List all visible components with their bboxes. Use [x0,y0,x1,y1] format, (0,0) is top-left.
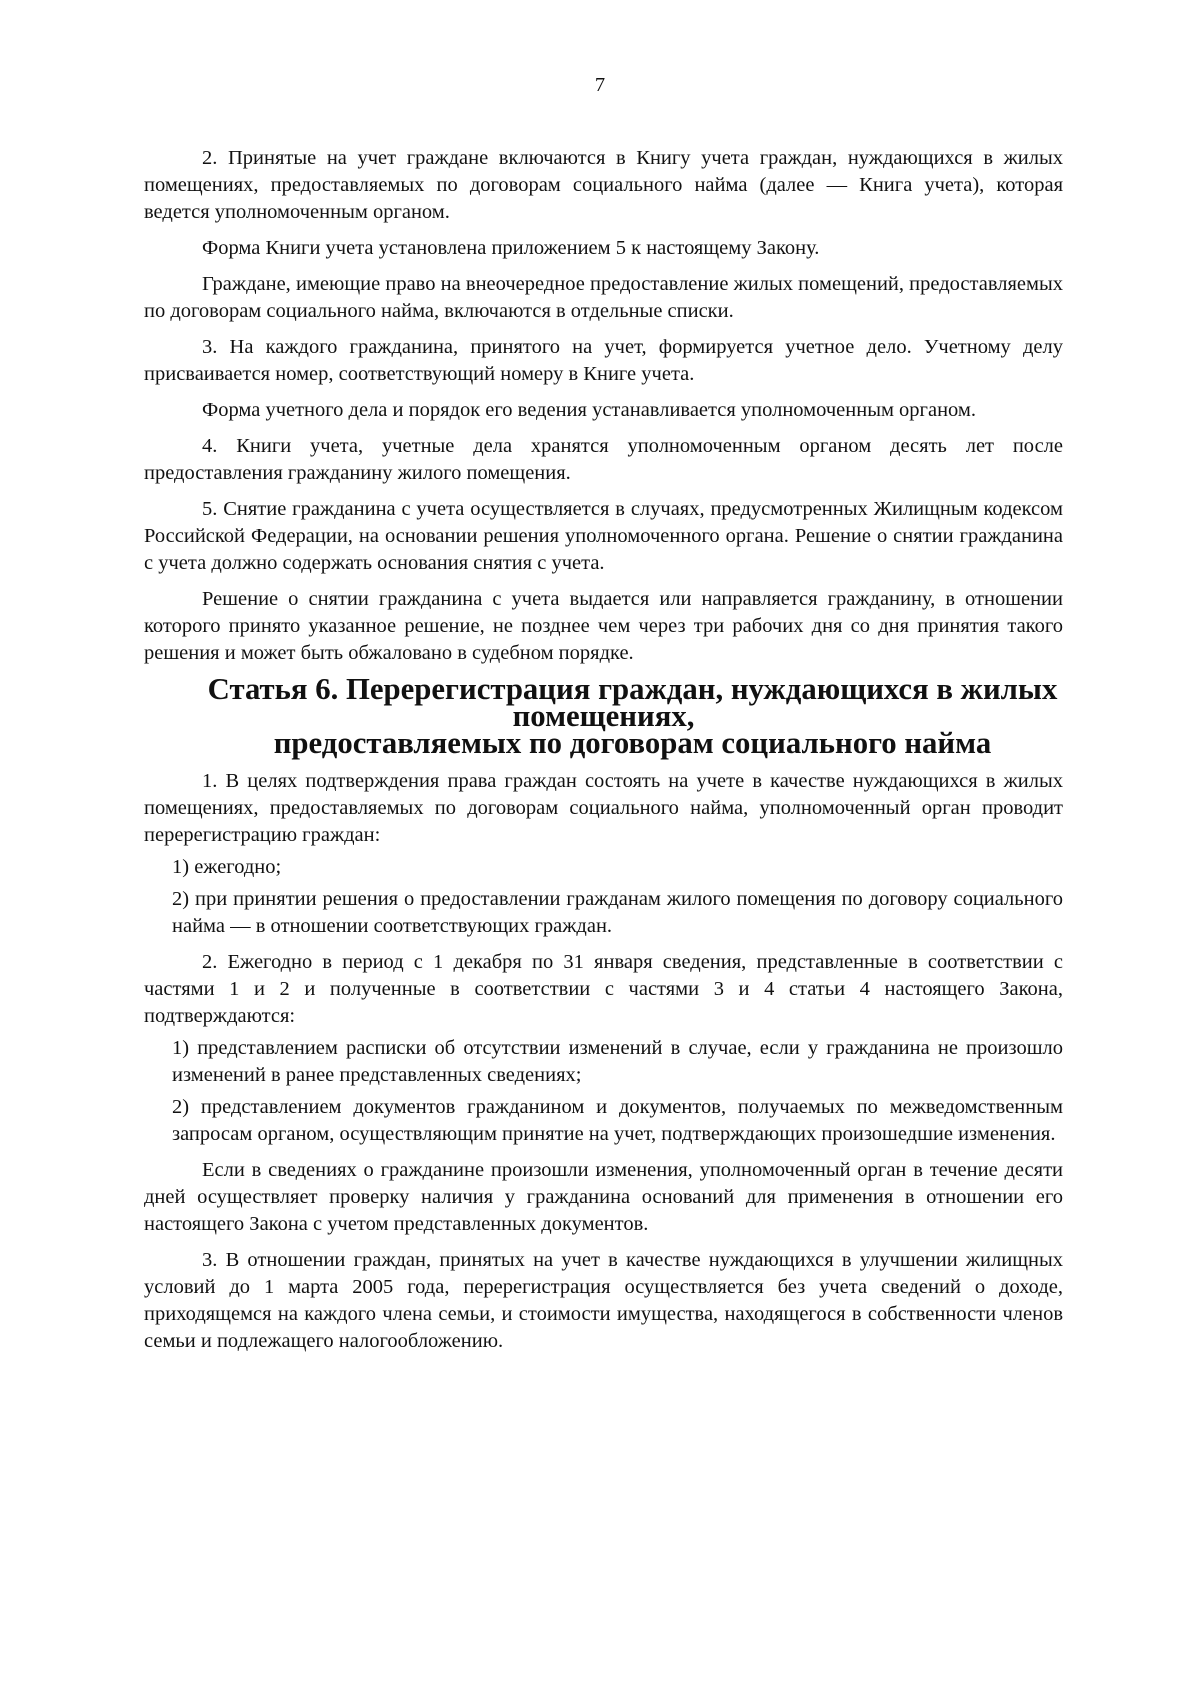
paragraph-book-form: Форма Книги учета установлена приложением 5 к настоящему Закону. [202,237,820,259]
article-6-heading [144,672,1063,760]
page-number: 7 [594,74,606,96]
article-6-part-1: 1. В целях подтверждения права граждан состоять на учете в качестве нуждающихся в жилых помещениях, предоставляемых по договорам социального найма, уполномоченный орган проводит перерегистрацию граждан: [144,770,1063,846]
article-6-part-2-item-1: 1) представлением расписки об отсутствии изменений в случае, если у гражданина не произошло изменений в ранее представленных сведениях; [172,1037,1063,1086]
paragraph-5-removal: 5. Снятие гражданина с учета осуществляется в случаях, предусмотренных Жилищным кодексом Российской Федерации, на основании решения уполномоченного органа. Решение о снятии гражданина с учета должно содержать основания снятия с учета. [144,498,1063,574]
article-6-part-1-item-1: 1) ежегодно; [172,856,282,878]
paragraph-3-record-file: 3. На каждого гражданина, принятого на учет, формируется учетное дело. Учетному делу присваивается номер, соответствующий номеру в Книге учета. [144,336,1063,385]
article-6-part-1-item-2: 2) при принятии решения о предоставлении гражданам жилого помещения по договору социального найма — в отношении соответствующих граждан. [172,888,1063,937]
article-6-part-2: 2. Ежегодно в период с 1 декабря по 31 января сведения, представленные в соответствии с частями 1 и 2 и полученные в соответствии с частями 3 и 4 статьи 4 настоящего Закона, подтверждаются: [144,951,1063,1027]
document-body [144,145,1063,1364]
paragraph-removal-decision: Решение о снятии гражданина с учета выдается или направляется гражданину, в отношении которого принято указанное решение, не позднее чем через три рабочих дня со дня принятия такого решения и может быть обжаловано в судебном порядке. [144,588,1063,664]
article-6-part-3: 3. В отношении граждан, принятых на учет в качестве нуждающихся в улучшении жилищных условий до 1 марта 2005 года, перерегистрация осуществляется без учета сведений о доходе, приходящемся на каждого члена семьи, и стоимости имущества, находящегося в собственности членов семьи и подлежащего налогообложению. [144,1249,1063,1352]
article-6-heading-line2: предоставляемых по договорам социального найма [273,726,992,760]
paragraph-separate-lists: Граждане, имеющие право на внеочередное предоставление жилых помещений, предоставляемых по договорам социального найма, включаются в отдельные списки. [144,273,1063,322]
article-6-part-2-note: Если в сведениях о гражданине произошли изменения, уполномоченный орган в течение десяти дней осуществляет проверку наличия у гражданина оснований для применения в отношении его настоящего Закона с учетом представленных документов. [144,1159,1063,1235]
paragraph-record-file-form: Форма учетного дела и порядок его ведения устанавливается уполномоченным органом. [202,399,976,421]
article-6-part-2-item-2: 2) представлением документов гражданином и документов, получаемых по межведомственным запросам органом, осуществляющим принятие на учет, подтверждающих произошедшие изменения. [172,1096,1063,1145]
article-6-heading-line1: Статья 6. Перерегистрация граждан, нуждающихся в жилых помещениях, [207,672,1058,733]
paragraph-2-book-of-records: 2. Принятые на учет граждане включаются в Книгу учета граждан, нуждающихся в жилых помещениях, предоставляемых по договорам социального найма (далее — Книга учета), которая ведется уполномоченным органом. [144,147,1063,223]
paragraph-4-storage: 4. Книги учета, учетные дела хранятся уполномоченным органом десять лет после предоставления гражданину жилого помещения. [144,435,1063,484]
